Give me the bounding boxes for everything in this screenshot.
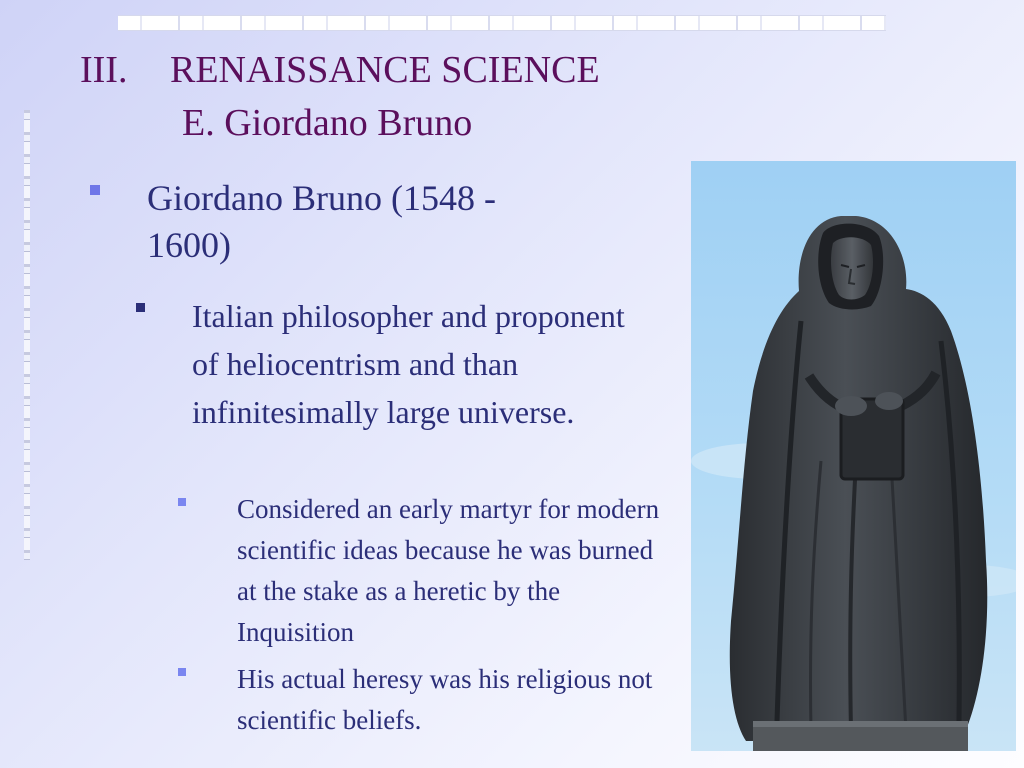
bullet-level2-text: Italian philosopher and proponent of heliocentrism and than infinitesimally large universe. (192, 298, 625, 430)
bullet-level2 (136, 292, 626, 436)
bullet-level1 (90, 175, 560, 269)
bullet-level3-b (178, 659, 673, 741)
square-bullet-icon (90, 185, 100, 195)
bullet-level3-b-text: His actual heresy was his religious not scientific beliefs. (237, 664, 653, 735)
square-bullet-icon (178, 668, 186, 676)
square-bullet-icon (136, 303, 145, 312)
bullet-level3-a-text: Considered an early martyr for modern scientific ideas because he was burned at the stake as a heretic by the Inquisition (237, 494, 660, 647)
title-text: RENAISSANCE SCIENCE (170, 49, 600, 91)
bruno-statue-photo (691, 161, 1016, 751)
slide-subtitle: E. Giordano Bruno (182, 102, 473, 144)
statue-illustration (691, 161, 1016, 751)
title-number: III. (80, 49, 128, 91)
square-bullet-icon (178, 498, 186, 506)
bullet-level1-text: Giordano Bruno (1548 - 1600) (147, 178, 496, 265)
bullet-level3-a (178, 489, 673, 653)
